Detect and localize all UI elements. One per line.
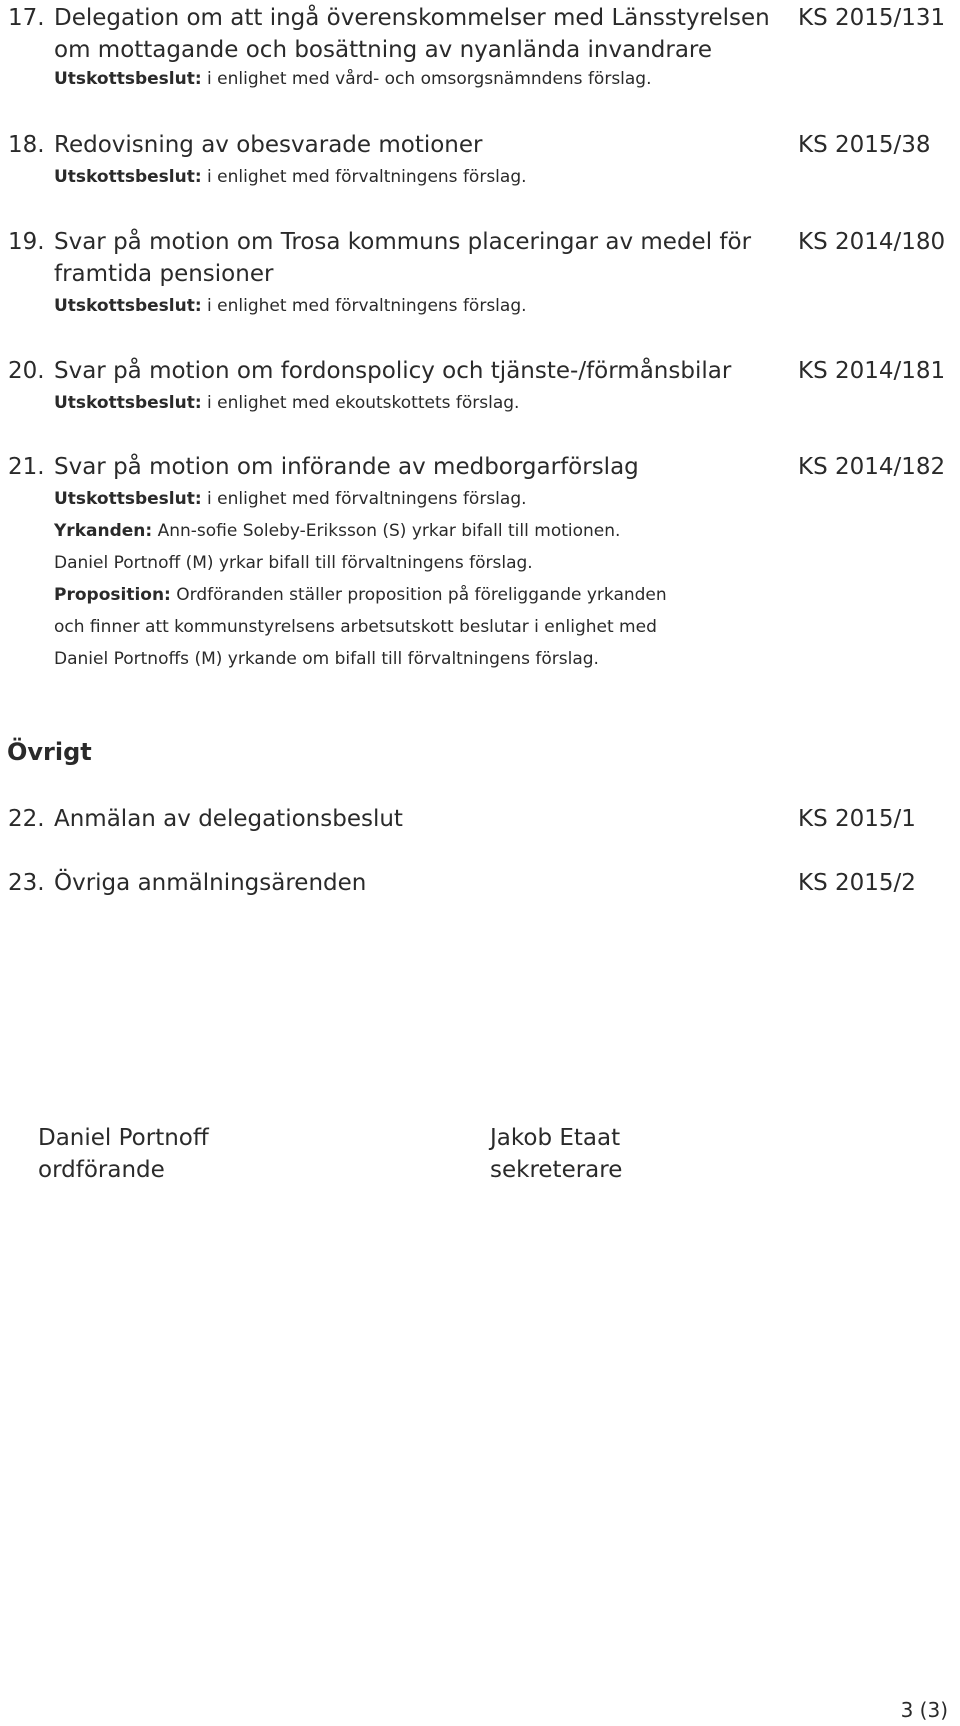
page-number: 3 (3) [900,1698,948,1722]
signature-role: sekreterare [490,1157,623,1183]
item-claims-line2: Daniel Portnoff (M) yrkar bifall till förvaltningens förslag. [54,553,533,573]
item-number: 21. [8,454,45,480]
decision-text: i enlighet med förvaltningens förslag. [207,167,527,187]
item-title: Övriga anmälningsärenden [54,870,367,896]
decision-label: Utskottsbeslut: [54,69,202,89]
agenda-item-20 [0,355,960,419]
signature-role: ordförande [38,1157,165,1183]
signature-chair [38,1122,209,1186]
item-title-line2: om mottagande och bosättning av nyanlända invandrare [54,37,713,63]
item-number: 23. [8,870,45,896]
decision-label: Utskottsbeslut: [54,296,202,316]
item-ref: KS 2015/1 [798,806,916,832]
item-number: 17. [8,5,45,31]
item-decision [0,483,960,515]
item-proposition-line2: och finner att kommunstyrelsens arbetsutskott beslutar i enlighet med [54,617,657,637]
item-ref: KS 2014/180 [798,229,946,255]
item-decision [0,66,960,92]
item-ref: KS 2015/2 [798,870,916,896]
section-heading-other: Övrigt [7,738,92,766]
item-claims [0,515,960,547]
item-title: Redovisning av obesvarade motioner [54,132,483,158]
item-ref: KS 2015/131 [798,5,946,31]
decision-label: Utskottsbeslut: [54,489,202,509]
item-proposition-line3: Daniel Portnoffs (M) yrkande om bifall till förvaltningens förslag. [54,649,599,669]
decision-label: Utskottsbeslut: [54,393,202,413]
agenda-item-17 [0,2,960,92]
agenda-item-21 [0,451,960,675]
proposition-label: Proposition: [54,585,171,605]
item-ref: KS 2015/38 [798,132,931,158]
agenda-item-23 [0,867,960,899]
agenda-item-18 [0,129,960,193]
proposition-text: Ordföranden ställer proposition på föreliggande yrkanden [176,585,667,605]
claims-label: Yrkanden: [54,521,153,541]
item-decision [0,387,960,419]
decision-text: i enlighet med förvaltningens förslag. [207,489,527,509]
item-decision [0,161,960,193]
item-title: Svar på motion om införande av medborgarförslag [54,454,639,480]
signature-name: Jakob Etaat [490,1125,621,1151]
item-title: Anmälan av delegationsbeslut [54,806,403,832]
signature-secretary [490,1122,622,1186]
decision-text: i enlighet med vård- och omsorgsnämndens förslag. [207,69,652,89]
item-proposition [0,579,960,611]
item-number: 22. [8,806,45,832]
item-title: Delegation om att ingå överenskommelser med Länsstyrelsen [54,5,770,31]
decision-text: i enlighet med förvaltningens förslag. [207,296,527,316]
decision-text: i enlighet med ekoutskottets förslag. [207,393,520,413]
item-ref: KS 2014/182 [798,454,946,480]
agenda-item-22 [0,803,960,835]
item-ref: KS 2014/181 [798,358,946,384]
item-number: 19. [8,229,45,255]
item-number: 20. [8,358,45,384]
signature-name: Daniel Portnoff [38,1125,209,1151]
claims-text: Ann-sofie Soleby-Eriksson (S) yrkar bifall till motionen. [157,521,621,541]
item-title: Svar på motion om Trosa kommuns placeringar av medel för [54,229,752,255]
item-title-line2: framtida pensioner [54,261,274,287]
decision-label: Utskottsbeslut: [54,167,202,187]
item-decision [0,290,960,322]
item-number: 18. [8,132,45,158]
agenda-item-19 [0,226,960,322]
item-title: Svar på motion om fordonspolicy och tjänste-/förmånsbilar [54,358,732,384]
